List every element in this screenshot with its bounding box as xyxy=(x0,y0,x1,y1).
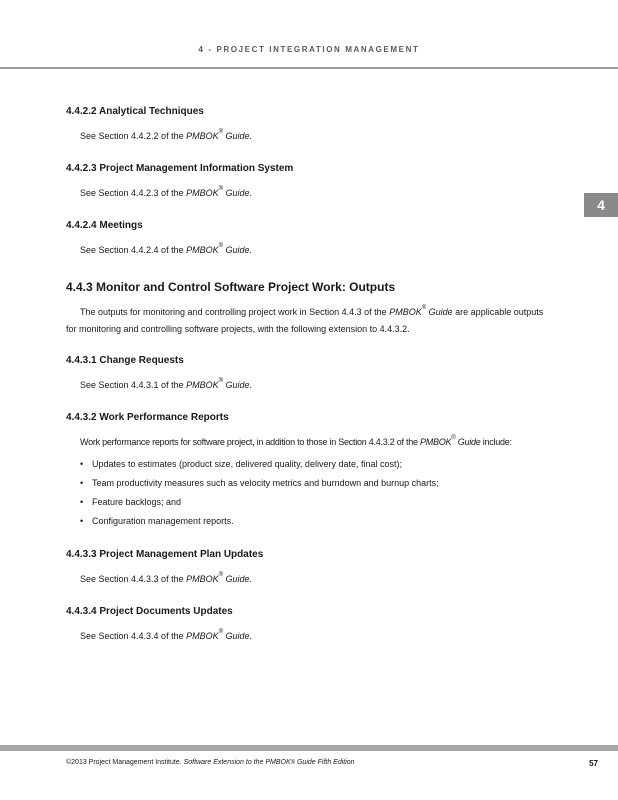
header-title: 4 - PROJECT INTEGRATION MANAGEMENT xyxy=(198,45,420,54)
section-heading: 4.4.2.3 Project Management Information System xyxy=(66,163,294,174)
section-heading: 4.4.3.4 Project Documents Updates xyxy=(66,606,233,617)
list-item: • Updates to estimates (product size, delivered quality, delivery date, final cost); xyxy=(80,455,556,474)
footer-rule xyxy=(0,745,618,751)
section-heading: 4.4.2.4 Meetings xyxy=(66,220,143,231)
section-heading: 4.4.2.2 Analytical Techniques xyxy=(66,106,204,117)
section-heading: 4.4.3.1 Change Requests xyxy=(66,355,184,366)
section-text: See Section 4.4.2.3 of the PMBOK® Guide. xyxy=(80,186,253,198)
section-text: See Section 4.4.3.4 of the PMBOK® Guide. xyxy=(80,629,253,641)
section-heading: 4.4.3.2 Work Performance Reports xyxy=(66,412,229,423)
section-text: See Section 4.4.2.4 of the PMBOK® Guide. xyxy=(80,243,253,255)
section-heading: 4.4.3.3 Project Management Plan Updates xyxy=(66,549,264,560)
list-item: • Configuration management reports. xyxy=(80,512,556,531)
section-heading: 4.4.3 Monitor and Control Software Project Work: Outputs xyxy=(66,280,396,294)
running-header xyxy=(0,35,618,69)
bullet-list xyxy=(66,455,556,531)
section-paragraph: The outputs for monitoring and controlling project work in Section 4.4.3 of the PMBOK® Guide are applicable outputs for monitoring and controlling software projects, with the following extension to 4.4.3.2. xyxy=(66,305,544,334)
section-text: See Section 4.4.2.2 of the PMBOK® Guide. xyxy=(80,129,253,141)
section-text: See Section 4.4.3.3 of the PMBOK® Guide. xyxy=(80,572,253,584)
page-number: 57 xyxy=(589,759,598,768)
list-item: • Team productivity measures such as velocity metrics and burndown and burnup charts; xyxy=(80,474,556,493)
list-item: • Feature backlogs; and xyxy=(80,493,556,512)
footer-copyright: ©2013 Project Management Institute. Software Extension to the PMBOK® Guide Fifth Edition xyxy=(66,759,355,766)
section-text: Work performance reports for software project, in addition to those in Section 4.4.3.2 of the PMBOK® Guide include: xyxy=(80,435,512,447)
page-content xyxy=(66,105,556,645)
chapter-tab: 4 xyxy=(584,193,618,217)
section-text: See Section 4.4.3.1 of the PMBOK® Guide. xyxy=(80,378,253,390)
